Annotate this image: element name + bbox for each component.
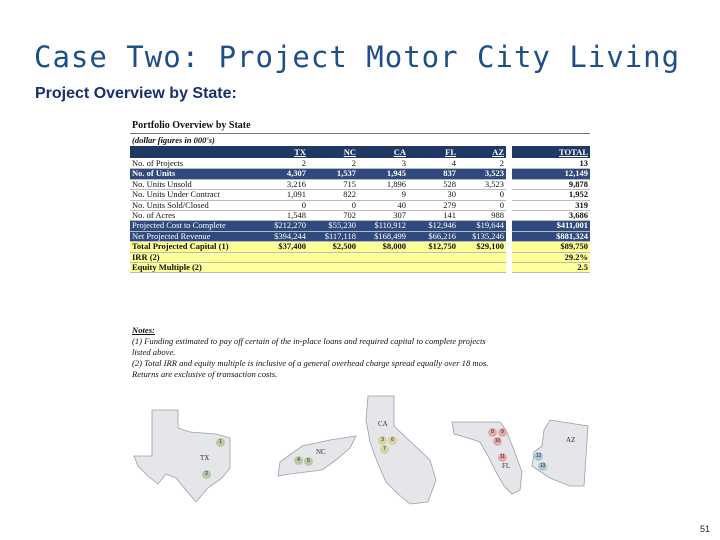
cell-total: 12,149 [512,169,590,179]
slide-title: Case Two: Project Motor City Living [34,40,681,74]
cell-az: 0 [458,200,506,210]
cell-nc: 822 [308,190,358,200]
map-pin: 9 [498,428,507,437]
cell-az: $135,246 [458,231,506,241]
cell-total: 2.5 [512,263,590,273]
table-row [130,169,590,179]
map-pin: 10 [494,438,501,444]
cell-az: 3,523 [458,169,506,179]
cell-total: $881,324 [512,231,590,241]
map-pin: 5 [304,457,313,466]
table-row [130,190,590,200]
cell-ca: 40 [358,200,408,210]
cell-tx: 1,548 [258,211,308,221]
cell-tx: 1,091 [258,190,308,200]
notes-heading: Notes: [132,325,155,335]
cell-total: 319 [512,200,590,210]
cell-total: 13 [512,159,590,169]
row-label: No. of Acres [130,211,258,221]
slide-subtitle: Project Overview by State: [35,85,237,102]
cell-fl: $66,216 [408,231,458,241]
cell-fl: 141 [408,211,458,221]
cell-nc: 1,537 [308,169,358,179]
cell-az: 2 [458,159,506,169]
cell-az [458,263,506,273]
cell-fl: 837 [408,169,458,179]
cell-az: 3,523 [458,179,506,189]
cell-fl: 528 [408,179,458,189]
cell-total: 9,878 [512,179,590,189]
cell-az: $29,100 [458,242,506,252]
cell-ca: $110,912 [358,221,408,231]
map-pin: 11 [499,454,506,460]
cell-ca: 1,896 [358,179,408,189]
cell-fl: $12,750 [408,242,458,252]
map-label-nc: NC [316,448,326,456]
map-pin: 6 [388,436,397,445]
note-1: (1) Funding estimated to pay off certain of the in-place loans and required capital to complete projects listed above. [132,336,486,357]
header-label [130,146,258,159]
cell-nc: $2,500 [308,242,358,252]
state-maps [130,390,590,510]
north-carolina-map [278,436,356,476]
cell-total: 1,952 [512,190,590,200]
cell-ca [358,263,408,273]
table-row [130,221,590,231]
cell-nc: 2 [308,159,358,169]
map-label-az: AZ [566,436,576,444]
header-az: AZ [458,146,506,159]
table-row [130,179,590,189]
table-row [130,242,590,252]
cell-tx: $212,270 [258,221,308,231]
table-row [130,263,590,273]
header-total: TOTAL [512,146,590,159]
map-pin: 12 [535,453,542,459]
cell-fl: $12,946 [408,221,458,231]
row-label: Total Projected Capital (1) [130,242,258,252]
map-pin: 8 [488,428,497,437]
map-label-tx: TX [200,454,210,462]
cell-ca: 9 [358,190,408,200]
header-tx: TX [258,146,308,159]
header-ca: CA [358,146,408,159]
notes-block [132,325,492,380]
row-label: No. Units Unsold [130,179,258,189]
row-label: Equity Multiple (2) [130,263,258,273]
cell-tx: 4,307 [258,169,308,179]
cell-tx [258,252,308,262]
row-label: No. of Units [130,169,258,179]
cell-nc: $55,230 [308,221,358,231]
header-fl: FL [408,146,458,159]
cell-total: $89,750 [512,242,590,252]
cell-nc: 0 [308,200,358,210]
cell-fl [408,252,458,262]
row-label: No. Units Sold/Closed [130,200,258,210]
cell-fl [408,263,458,273]
cell-tx: 3,216 [258,179,308,189]
portfolio-table [130,118,590,273]
header-nc: NC [308,146,358,159]
note-2: (2) Total IRR and equity multiple is inclusive of a general overhead charge spread equally over 18 mos. Returns are exclusive of transaction costs. [132,358,489,379]
map-label-ca: CA [378,420,388,428]
table-row [130,211,590,221]
cell-az: 988 [458,211,506,221]
map-pin: 1 [216,438,225,447]
cell-nc: 715 [308,179,358,189]
cell-az: 0 [458,190,506,200]
cell-total: $411,001 [512,221,590,231]
texas-map [134,410,230,502]
cell-fl: 279 [408,200,458,210]
page-number: 51 [700,524,711,534]
map-pin: 13 [539,463,546,469]
cell-ca: $8,000 [358,242,408,252]
row-label: IRR (2) [130,252,258,262]
cell-az: $19,644 [458,221,506,231]
cell-tx: $394,244 [258,231,308,241]
header-row [130,146,590,159]
cell-tx: 2 [258,159,308,169]
map-pin: 7 [380,445,389,454]
cell-total: 29.2% [512,252,590,262]
state-maps-drawing [130,390,590,510]
map-pin: 2 [202,470,211,479]
cell-nc: 702 [308,211,358,221]
cell-ca: $168,499 [358,231,408,241]
cell-tx: $37,400 [258,242,308,252]
table-title: Portfolio Overview by State [132,120,251,131]
table-subtitle: (dollar figures in 000's) [130,133,590,146]
cell-ca [358,252,408,262]
row-label: Net Projected Revenue [130,231,258,241]
california-map [366,396,436,504]
table-row [130,159,590,169]
map-pin: 4 [294,456,303,465]
cell-fl: 4 [408,159,458,169]
data-grid [130,146,590,273]
cell-tx: 0 [258,200,308,210]
row-label: No. of Projects [130,159,258,169]
cell-ca: 3 [358,159,408,169]
table-row [130,231,590,241]
cell-nc [308,263,358,273]
table-row [130,252,590,262]
cell-total: 3,686 [512,211,590,221]
florida-map [452,422,522,494]
cell-tx [258,263,308,273]
map-label-fl: FL [502,462,511,470]
cell-nc: $117,118 [308,231,358,241]
cell-nc [308,252,358,262]
row-label: No. Units Under Contract [130,190,258,200]
cell-az [458,252,506,262]
map-pin: 3 [378,436,387,445]
cell-fl: 30 [408,190,458,200]
row-label: Projected Cost to Complete [130,221,258,231]
cell-ca: 307 [358,211,408,221]
table-row [130,200,590,210]
cell-ca: 1,945 [358,169,408,179]
